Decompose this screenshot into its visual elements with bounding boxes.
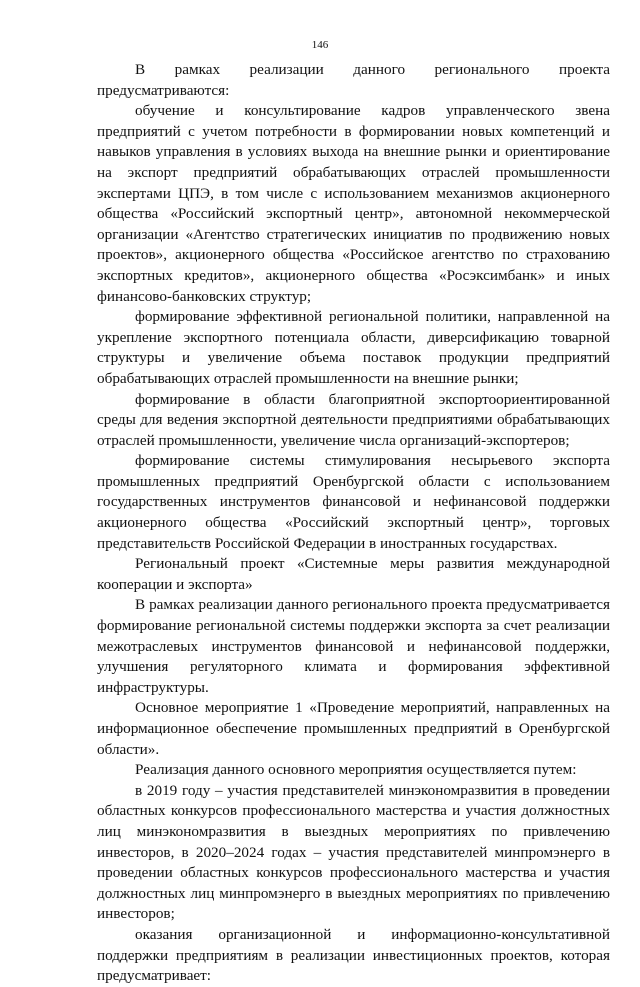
paragraph-item-policy: формирование эффективной региональной политики, направленной на укрепление экспортного потенциала области, диверсификацию товарной структуры и увеличение объема поставок продукции предприятий обрабатывающих отраслей промышленности на внешние рынки;	[97, 308, 610, 387]
paragraph-item-support: оказания организационной и информационно-консультативной поддержки предприятиям в реализации инвестиционных проектов, которая предусматривает:	[97, 925, 610, 985]
page-body	[97, 60, 610, 987]
paragraph-project-description: В рамках реализации данного регионального проекта предусматривается формирование региональной системы поддержки экспорта за счет реализации межотраслевых инструментов финансовой и нефинансовой поддержки, улучшения регуляторного климата и формирования эффективной инфраструктуры.	[97, 596, 610, 696]
paragraph-item-participation: в 2019 году – участия представителей минэкономразвития в проведении областных конкурсов профессионального мастерства и участия должностных лиц минэкономразвития в выездных мероприятиях по привлечению инвесторов, в 2020–2024 годах – участия представителей минпромэнерго в проведении областных конкурсов профессионального мастерства и участия должностных лиц минпромэнерго в выездных мероприятиях по привлечению инвесторов;	[97, 781, 610, 923]
paragraph-project-title: Региональный проект «Системные меры развития международной кооперации и экспорта»	[97, 555, 610, 593]
paragraph-intro: В рамках реализации данного регионального проекта предусматриваются:	[97, 61, 610, 99]
paragraph-item-training: обучение и консультирование кадров управленческого звена предприятий с учетом потребности в формировании новых компетенций и навыков управления в условиях выхода на внешние рынки и ориентирование на экспорт предприятий обрабатывающих отраслей промышленности экспертами ЦПЭ, в том числе с использованием механизмов акционерного общества «Российский экспортный центр», автономной некоммерческой организации «Агентство стратегических инициатив по продвижению новых проектов», акционерного общества «Российское агентство по страхованию экспортных кредитов», акционерного общества «Росэксимбанк» и иных финансово-банковских структур;	[97, 102, 610, 305]
paragraph-main-activity: Основное мероприятие 1 «Проведение мероприятий, направленных на информационное обеспечение промышленных предприятий в Оренбургской области».	[97, 699, 610, 758]
paragraph-implementation: Реализация данного основного мероприятия осуществляется путем:	[135, 761, 577, 779]
page-number: 146	[311, 39, 329, 51]
paragraph-item-environment: формирование в области благоприятной экспортоориентированной среды для ведения экспортной деятельности предприятиями обрабатывающих отраслей промышленности, увеличение числа организаций-экспортеров;	[97, 390, 610, 449]
paragraph-item-stimulation: формирование системы стимулирования несырьевого экспорта промышленных предприятий Оренбургской области с использованием государственных инструментов финансовой и нефинансовой поддержки акционерного общества «Российский экспортный центр», торговых представительств Российской Федерации в иностранных государствах.	[97, 452, 610, 552]
